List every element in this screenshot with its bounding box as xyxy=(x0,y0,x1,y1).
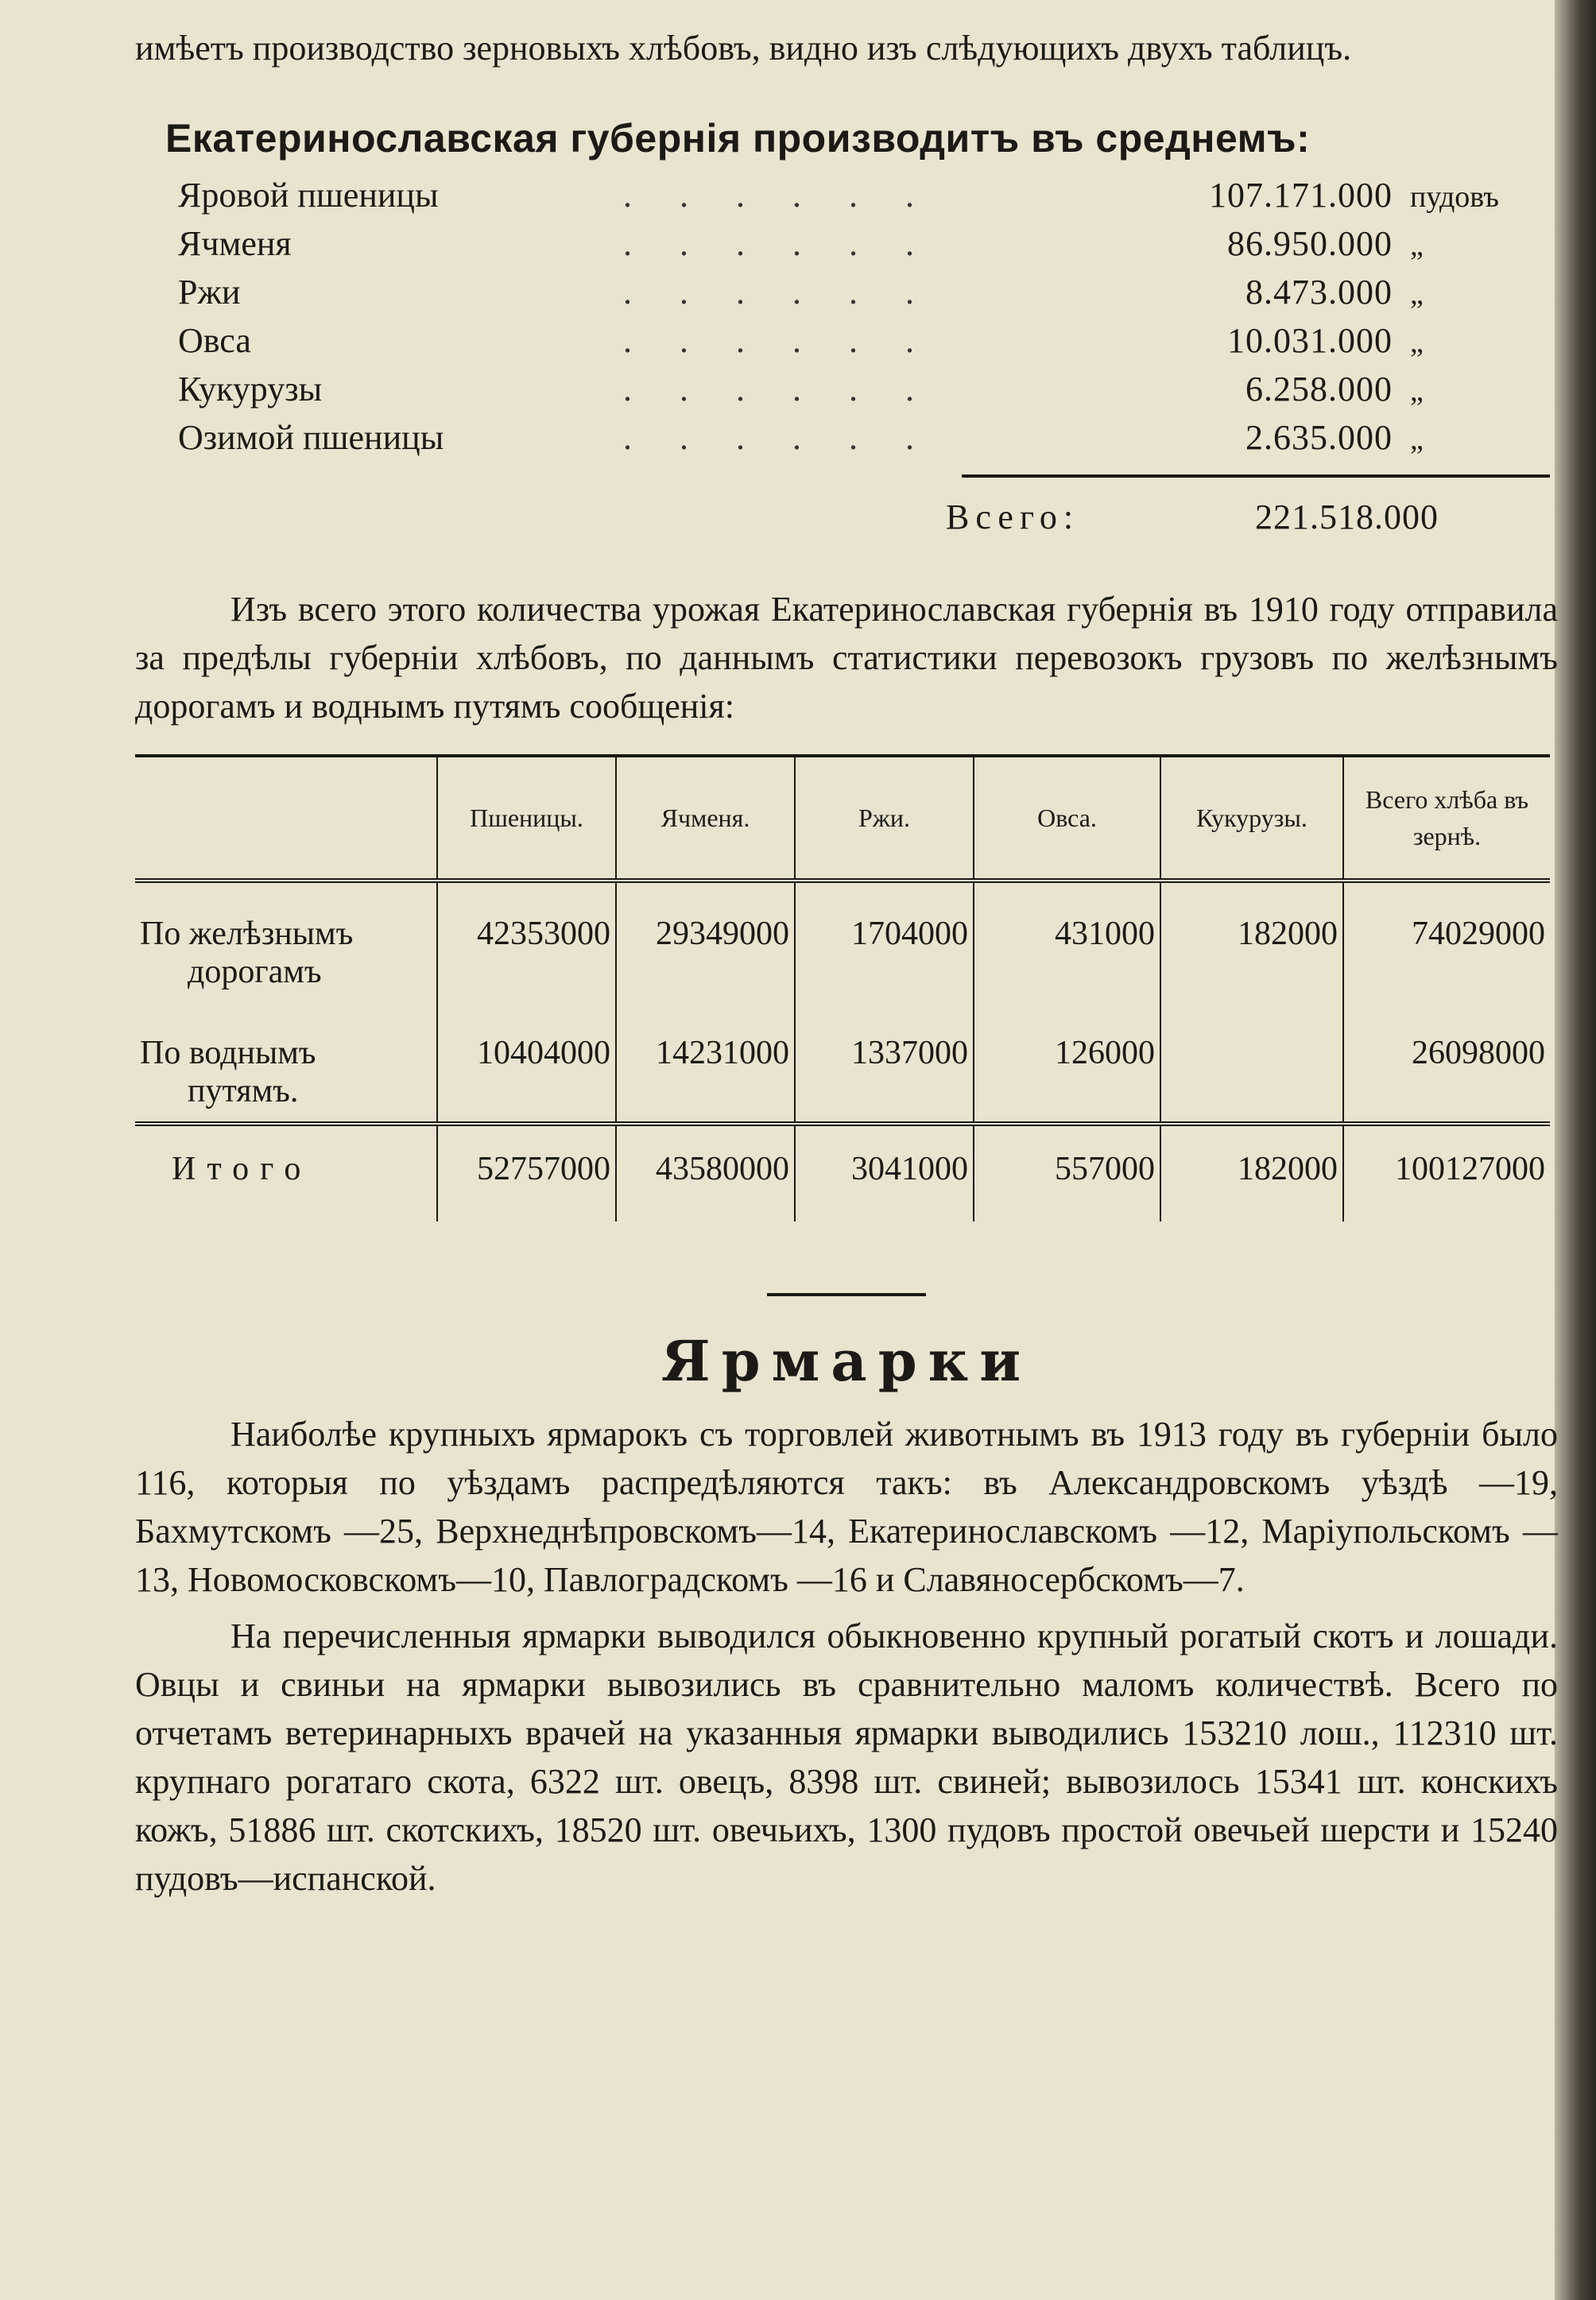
table-cell: 10404000 xyxy=(437,1002,616,1124)
table-cell: 431000 xyxy=(974,881,1160,1002)
grain-unit: пудовъ xyxy=(1410,180,1499,214)
fairs-paragraph-1: Наиболѣе крупныхъ ярмарокъ съ торговлей животнымъ въ 1913 году въ губерніи было 116, которыя по уѣздамъ распредѣляются такъ: въ Александровскомъ уѣздѣ —19, Бахмутскомъ —25, Верхнеднѣпровскомъ—14, Екатеринославскомъ —12, Маріупольскомъ —13, Новомосковскомъ—10, Павлоградскомъ —16 и Славяносербскомъ—7. xyxy=(135,1415,1558,1599)
row-label-line: дорогамъ xyxy=(188,954,322,990)
leader-dots: ...... xyxy=(623,321,962,360)
grain-unit: „ xyxy=(1410,277,1424,311)
leader-dots: ...... xyxy=(623,224,962,263)
table-cell: 182000 xyxy=(1160,1124,1343,1222)
column-header: Ячменя. xyxy=(616,756,795,881)
grain-unit: „ xyxy=(1410,229,1424,262)
row-label xyxy=(135,1124,437,1222)
table-row xyxy=(135,881,1550,1002)
column-header: Пшеницы. xyxy=(437,756,616,881)
shipment-table xyxy=(135,754,1550,1222)
grain-name: Ржи xyxy=(178,273,241,312)
grain-unit: „ xyxy=(1410,326,1424,359)
total-rule xyxy=(962,474,1550,478)
grain-name: Озимой пшеницы xyxy=(178,418,444,457)
table-cell: 3041000 xyxy=(795,1124,974,1222)
production-title: Екатеринославская губернія производитъ въ среднемъ: xyxy=(165,116,1311,161)
grain-unit: „ xyxy=(1410,374,1424,408)
page-edge-shadow xyxy=(1555,0,1596,2300)
column-header: Овса. xyxy=(974,756,1160,881)
shipment-paragraph: Изъ всего этого количества урожая Екатеринославская губернія въ 1910 году отправила за предѣлы губерніи хлѣбовъ, по даннымъ статистики перевозокъ грузовъ по желѣзнымъ дорогамъ и воднымъ путямъ сообщенія: xyxy=(135,590,1558,726)
table-cell: 100127000 xyxy=(1343,1124,1550,1222)
column-header: Ржи. xyxy=(795,756,974,881)
grain-name: Кукурузы xyxy=(178,370,323,409)
grain-name: Ячменя xyxy=(178,224,292,263)
table-cell: 14231000 xyxy=(616,1002,795,1124)
leader-dots: ...... xyxy=(623,176,962,215)
document-page xyxy=(135,24,1558,1903)
fairs-paragraph-2: На перечисленныя ярмарки выводился обыкновенно крупный рогатый скотъ и лошади. Овцы и свиньи на ярмарки вывозились въ сравнительно маломъ количествѣ. Всего по отчетамъ ветеринарныхъ врачей на указанныя ярмарки выводились 153210 лош., 112310 шт. крупнаго рогатаго скота, 6322 шт. овецъ, 8398 шт. свиней; вывозилось 15341 шт. конскихъ кожъ, 51886 шт. скотскихъ, 18520 шт. овечьихъ, 1300 пудовъ простой овечьей шерсти и 15240 пудовъ—испанской. xyxy=(135,1617,1558,1898)
table-cell: 29349000 xyxy=(616,881,795,1002)
total-value: 221.518.000 xyxy=(1255,498,1439,536)
row-label xyxy=(135,1002,437,1124)
grain-value: 86.950.000 xyxy=(1227,224,1393,263)
table-cell xyxy=(1160,1002,1343,1124)
production-row xyxy=(178,413,1521,462)
column-header xyxy=(135,756,437,881)
section-divider xyxy=(767,1293,926,1296)
total-label: Всего: xyxy=(946,498,1080,536)
table-cell: 74029000 xyxy=(1343,881,1550,1002)
column-header: Всего хлѣба въ зернѣ. xyxy=(1343,756,1550,881)
production-row xyxy=(178,171,1521,219)
table-cell: 42353000 xyxy=(437,881,616,1002)
table-cell: 1337000 xyxy=(795,1002,974,1124)
grain-value: 6.258.000 xyxy=(1245,370,1393,409)
leader-dots: ...... xyxy=(623,418,962,457)
production-total xyxy=(135,497,1558,537)
leader-dots: ...... xyxy=(623,370,962,409)
grain-value: 10.031.000 xyxy=(1227,321,1393,360)
production-row xyxy=(178,268,1521,316)
leader-dots: ...... xyxy=(623,273,962,312)
table-header-row xyxy=(135,756,1550,881)
production-row xyxy=(178,316,1521,365)
row-label-line: путямъ. xyxy=(188,1073,299,1109)
grain-value: 8.473.000 xyxy=(1245,273,1393,312)
production-list xyxy=(178,171,1521,462)
grain-value: 2.635.000 xyxy=(1245,418,1393,457)
intro-paragraph: имѣетъ производство зерновыхъ хлѣбовъ, видно изъ слѣдующихъ двухъ таблицъ. xyxy=(135,29,1352,68)
table-cell: 43580000 xyxy=(616,1124,795,1222)
table-cell: 1704000 xyxy=(795,881,974,1002)
table-cell: 557000 xyxy=(974,1124,1160,1222)
grain-unit: „ xyxy=(1410,423,1424,456)
table-total-row xyxy=(135,1124,1550,1222)
grain-name: Яровой пшеницы xyxy=(178,176,439,215)
column-header: Кукурузы. xyxy=(1160,756,1343,881)
total-row-label: Итого xyxy=(172,1151,312,1187)
row-label-line: По желѣзнымъ xyxy=(140,916,354,952)
table-row xyxy=(135,1002,1550,1124)
grain-name: Овса xyxy=(178,321,251,360)
fairs-title: Ярмарки xyxy=(660,1328,1032,1394)
grain-value: 107.171.000 xyxy=(1209,176,1393,215)
table-cell: 52757000 xyxy=(437,1124,616,1222)
production-row xyxy=(178,219,1521,268)
table-cell: 182000 xyxy=(1160,881,1343,1002)
table-cell: 126000 xyxy=(974,1002,1160,1124)
table-cell: 26098000 xyxy=(1343,1002,1550,1124)
row-label-line: По воднымъ xyxy=(140,1035,316,1071)
production-row xyxy=(178,365,1521,413)
row-label xyxy=(135,881,437,1002)
